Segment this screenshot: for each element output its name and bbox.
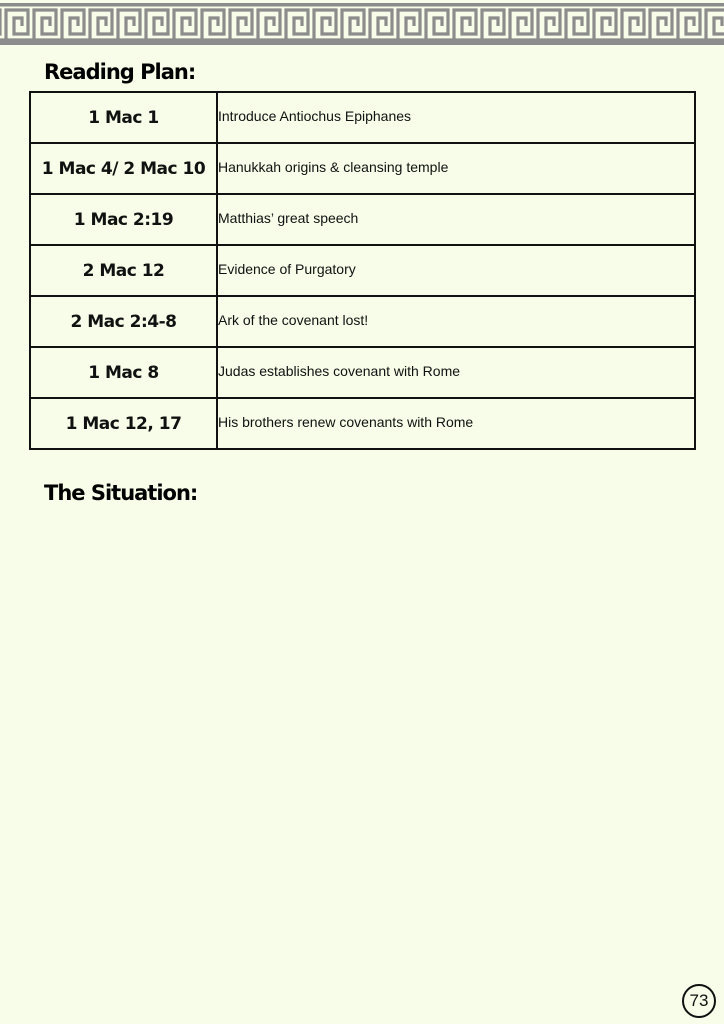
table-row [30,92,695,143]
reading-description: Introduce Antiochus Epiphanes [218,107,412,124]
reading-description-cell [217,92,695,143]
reading-description: Evidence of Purgatory [218,260,356,277]
reading-plan-table [29,91,696,450]
scripture-reference: 1 Mac 1 [30,92,217,143]
scripture-reference: 1 Mac 2:19 [30,194,217,245]
reading-description-cell [217,347,695,398]
reading-description: Ark of the covenant lost! [218,311,369,328]
table-row [30,296,695,347]
reading-description: Judas establishes covenant with Rome [218,362,461,379]
situation-heading: The Situation: [44,481,198,505]
reading-description: His brothers renew covenants with Rome [218,413,474,430]
scripture-reference: 1 Mac 8 [30,347,217,398]
table-row [30,194,695,245]
reading-description-cell [217,143,695,194]
table-row [30,398,695,449]
reading-description-cell [217,245,695,296]
reading-description: Hanukkah origins & cleansing temple [218,158,449,175]
reading-plan-heading: Reading Plan: [44,60,196,84]
reading-description: Matthias’ great speech [218,209,359,226]
page-number: 73 [682,984,716,1018]
table-row [30,245,695,296]
table-row [30,143,695,194]
reading-description-cell [217,398,695,449]
scripture-reference: 1 Mac 12, 17 [30,398,217,449]
reading-description-cell [217,194,695,245]
greek-key-border-icon [0,0,724,48]
table-row [30,347,695,398]
scripture-reference: 1 Mac 4/ 2 Mac 10 [30,143,217,194]
reading-description-cell [217,296,695,347]
scripture-reference: 2 Mac 2:4-8 [30,296,217,347]
scripture-reference: 2 Mac 12 [30,245,217,296]
